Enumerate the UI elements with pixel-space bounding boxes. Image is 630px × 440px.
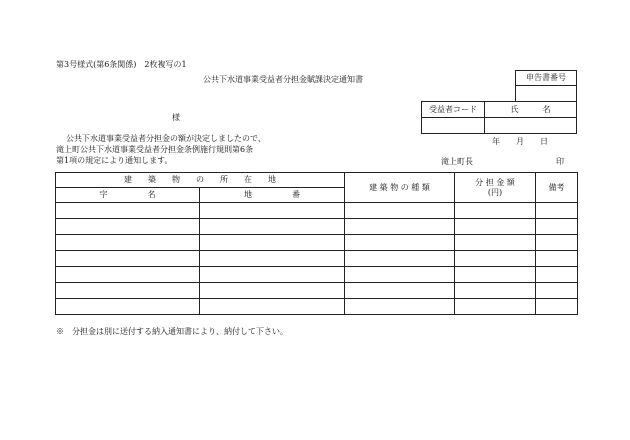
footnote: ※ 分担金は別に送付する納入通知書により、納付して下さい。 [56,327,288,336]
building-type-cell[interactable] [345,299,455,315]
chiban-cell[interactable] [200,267,345,283]
chiban-cell[interactable] [200,251,345,267]
table-row [56,235,578,251]
chiban-cell[interactable] [200,283,345,299]
remarks-cell[interactable] [536,283,578,299]
aza-cell[interactable] [56,203,200,219]
amount-cell[interactable] [455,283,536,299]
beneficiary-name-field[interactable] [485,118,577,134]
amount-cell[interactable] [455,219,536,235]
building-type-cell[interactable] [345,203,455,219]
remarks-cell[interactable] [536,267,578,283]
form-number: 第3号様式(第6条関係) 2枚複写の1 [56,60,187,69]
location-header: 建 築 物 の 所 在 地 [56,173,345,188]
remarks-cell[interactable] [536,203,578,219]
application-number-box [515,70,577,102]
application-number-field[interactable] [516,86,577,102]
issuer-name: 滝上町長 [441,157,473,166]
aza-header: 字 名 [56,188,200,203]
application-number-label: 申告書番号 [516,71,577,86]
body-line-2: 滝上町公共下水道事業受益者分担金条例施行規則第6条 [56,145,254,154]
remarks-cell[interactable] [536,299,578,315]
body-line-1: 公共下水道事業受益者分担金の額が決定しましたので、 [66,134,266,143]
document-title: 公共下水道事業受益者分担金賦課決定通知書 [203,75,363,84]
building-type-cell[interactable] [345,251,455,267]
remarks-header: 備考 [536,173,578,203]
addressee-suffix: 様 [172,113,180,122]
beneficiary-code-field[interactable] [422,118,485,134]
beneficiary-box [421,101,577,134]
beneficiary-code-label: 受益者コード [422,102,485,118]
aza-cell[interactable] [56,219,200,235]
amount-header-label: 分 担 金 額 [475,177,515,187]
table-row [56,283,578,299]
amount-header-unit: (円) [487,187,503,197]
amount-cell[interactable] [455,203,536,219]
chiban-cell[interactable] [200,203,345,219]
beneficiary-name-label: 氏 名 [485,102,577,118]
building-type-cell[interactable] [345,283,455,299]
aza-cell[interactable] [56,299,200,315]
chiban-cell[interactable] [200,299,345,315]
body-line-3: 第1項の規定により通知します。 [56,156,173,165]
building-type-cell[interactable] [345,235,455,251]
building-type-cell[interactable] [345,219,455,235]
table-row [56,219,578,235]
seal-mark: 印 [556,157,564,166]
amount-cell[interactable] [455,299,536,315]
chiban-cell[interactable] [200,219,345,235]
chiban-cell[interactable] [200,235,345,251]
building-location-table [55,172,578,315]
chiban-header: 地 番 [200,188,345,203]
aza-cell[interactable] [56,251,200,267]
building-type-cell[interactable] [345,267,455,283]
table-row [56,251,578,267]
table-row [56,203,578,219]
remarks-cell[interactable] [536,251,578,267]
remarks-cell[interactable] [536,235,578,251]
aza-cell[interactable] [56,283,200,299]
remarks-cell[interactable] [536,219,578,235]
table-row [56,267,578,283]
aza-cell[interactable] [56,235,200,251]
amount-header [455,173,536,203]
date-label: 年 月 日 [492,137,548,146]
table-row [56,299,578,315]
amount-cell[interactable] [455,251,536,267]
amount-cell[interactable] [455,267,536,283]
amount-cell[interactable] [455,235,536,251]
aza-cell[interactable] [56,267,200,283]
building-type-header: 建 築 物 の 種 類 [345,173,455,203]
